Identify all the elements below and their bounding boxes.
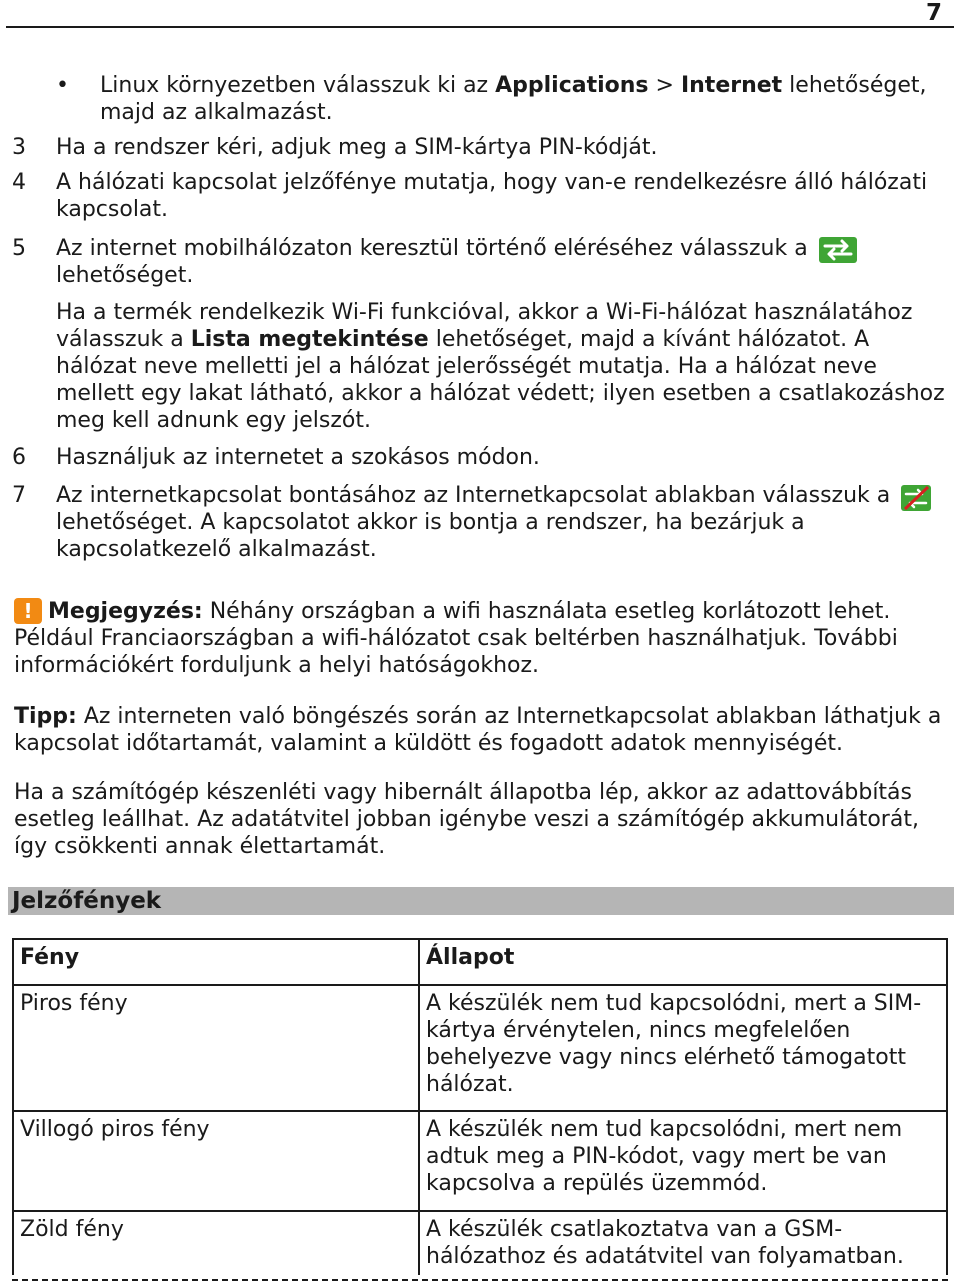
- step-7: [12, 482, 948, 563]
- step-text: A hálózati kapcsolat jelzőfénye mutatja, hogy van-e rendelkezésre álló hálózati kapcsolat.: [56, 170, 928, 222]
- table-row: [13, 1211, 947, 1275]
- table-row: [13, 985, 947, 1111]
- table-cell-light: Piros fény: [13, 985, 419, 1111]
- table-cell-light: Zöld fény: [13, 1211, 419, 1275]
- standby-paragraph: Ha a számítógép készenléti vagy hibernált állapotba lép, akkor az adattovábbítás esetleg leállhat. Az adatátvitel jobban igénybe veszi a számítógép akkumulátorát, így csökkenti annak élettartamát.: [14, 780, 919, 859]
- tip-text: Az interneten való böngészés során az Internetkapcsolat ablakban láthatjuk a kapcsolat időtartamát, valamint a küldött és fogadott adatok mennyiségét.: [14, 704, 942, 756]
- menu-internet: Internet: [680, 73, 783, 98]
- step-3: [12, 134, 948, 161]
- header-rule: [6, 26, 954, 28]
- page-number: 7: [925, 0, 942, 26]
- wifi-paragraph: [56, 299, 948, 434]
- table-header-status: Állapot: [419, 939, 947, 985]
- bullet-text: [100, 72, 948, 126]
- wifi-text-2: lehetőséget, majd a kívánt hálózatot. A hálózat neve melletti jel a hálózat jelerősségét mutatja. Ha a hálózat neve mellett egy lakat látható, akkor a hálózat védett; ilyen esetben a csatlakozáshoz meg kell adnunk egy jelszót.: [56, 327, 945, 433]
- view-list-option: Lista megtekintése: [190, 327, 429, 352]
- step-number: 3: [12, 135, 26, 160]
- table-cell-status: A készülék csatlakoztatva van a GSM-hálózathoz és adatátvitel van folyamatban.: [419, 1211, 947, 1275]
- connect-arrows-icon: [819, 237, 849, 261]
- step-text: Használjuk az internetet a szokásos módon.: [56, 445, 540, 470]
- step-4: [12, 169, 948, 223]
- step-text-after: lehetőséget. A kapcsolatot akkor is bontja a rendszer, ha bezárjuk a kapcsolatkezelő alkalmazást.: [56, 510, 805, 562]
- bullet-suffix: lehetőséget, majd az alkalmazást.: [100, 73, 927, 125]
- step-6: [12, 444, 948, 471]
- table-continuation-rule: [12, 1279, 948, 1281]
- section-heading: Jelzőfények: [8, 887, 954, 915]
- bullet-item-linux: [56, 72, 948, 126]
- disconnect-icon: [901, 484, 931, 508]
- note-text: Néhány országban a wifi használata esetleg korlátozott lehet. Például Franciaországban a wifi-hálózatot csak beltérben használhatjuk. További információkért forduljunk a helyi hatóságokhoz.: [14, 599, 898, 678]
- step-text: [56, 482, 948, 563]
- step-text: [56, 235, 948, 289]
- table-header-light: Fény: [13, 939, 419, 985]
- step-5: [12, 235, 948, 289]
- menu-applications: Applications: [495, 73, 649, 98]
- step-number: 7: [12, 483, 26, 508]
- note-label: Megjegyzés:: [48, 599, 203, 624]
- step-number: 5: [12, 236, 26, 261]
- bullet-dot: •: [56, 73, 69, 98]
- note-block: [14, 598, 950, 679]
- table-cell-status: A készülék nem tud kapcsolódni, mert nem adtuk meg a PIN-kódot, vagy mert be van kapcsolva a repülés üzemmód.: [419, 1111, 947, 1211]
- tip-label: Tipp:: [14, 704, 77, 729]
- bullet-prefix: Linux környezetben válasszuk ki az: [100, 73, 496, 98]
- step-text-before: Az internetkapcsolat bontásához az Internetkapcsolat ablakban válasszuk a: [56, 483, 891, 508]
- table-header-row: [13, 939, 947, 985]
- table-cell-status: A készülék nem tud kapcsolódni, mert a SIM-kártya érvénytelen, nincs megfelelően behelyezve vagy nincs elérhető támogatott hálózat.: [419, 985, 947, 1111]
- tip-block: [14, 703, 950, 757]
- warning-icon: !: [14, 598, 42, 624]
- table-cell-light: Villogó piros fény: [13, 1111, 419, 1211]
- step-text-after: lehetőséget.: [56, 263, 194, 288]
- table-row: [13, 1111, 947, 1211]
- menu-separator: >: [648, 73, 681, 98]
- step-text-before: Az internet mobilhálózaton keresztül történő eléréséhez válasszuk a: [56, 236, 808, 261]
- wifi-text-1: Ha a termék rendelkezik Wi-Fi funkcióval, akkor a Wi-Fi-hálózat használatához válasszuk a: [56, 300, 913, 352]
- step-text: Ha a rendszer kéri, adjuk meg a SIM-kártya PIN-kódját.: [56, 135, 658, 160]
- step-number: 6: [12, 445, 26, 470]
- step-number: 4: [12, 170, 26, 195]
- signals-table: [12, 938, 948, 1275]
